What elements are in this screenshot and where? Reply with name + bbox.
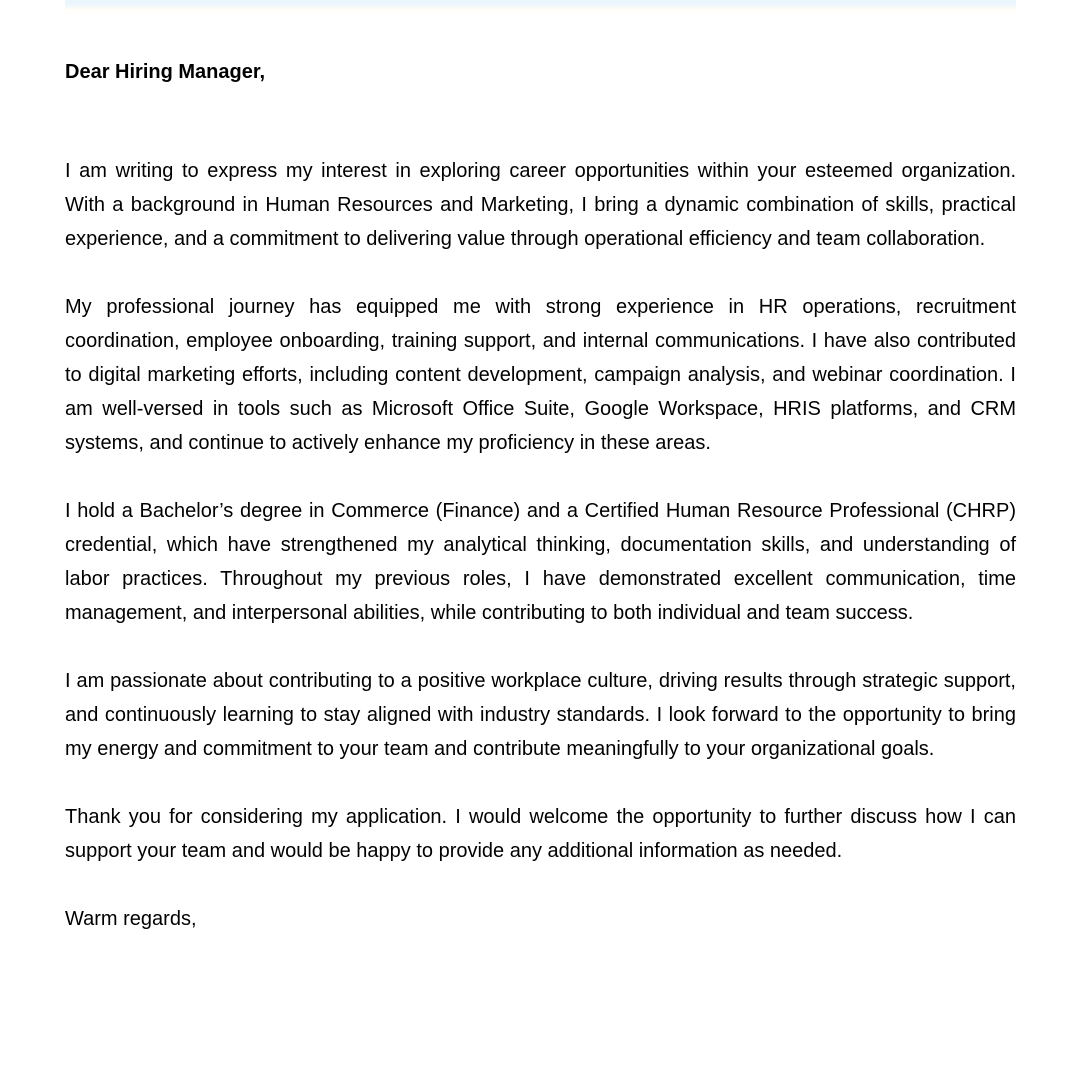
letter-paragraph-intro: I am writing to express my interest in exploring career opportunities within your esteemed organization. With a background in Human Resources and Marketing, I bring a dynamic combination of skills, practical experience, and a commitment to delivering value through operational efficiency and team collaboration. <box>65 160 1016 250</box>
letter-closing: Warm regards, <box>65 908 197 930</box>
letter-body <box>65 0 1016 936</box>
letter-greeting: Dear Hiring Manager, <box>65 61 266 83</box>
letter-paragraph-experience: My professional journey has equipped me with strong experience in HR operations, recruitment coordination, employee onboarding, training support, and internal communications. I have also contributed to digital marketing efforts, including content development, campaign analysis, and webinar coordination. I am well-versed in tools such as Microsoft Office Suite, Google Workspace, HRIS platforms, and CRM systems, and continue to actively enhance my proficiency in these areas. <box>65 296 1016 454</box>
letter-paragraph-motivation: I am passionate about contributing to a positive workplace culture, driving results through strategic support, and continuously learning to stay aligned with industry standards. I look forward to the opportunity to bring my energy and commitment to your team and contribute meaningfully to your organizational goals. <box>65 670 1016 760</box>
letter-paragraph-education: I hold a Bachelor’s degree in Commerce (Finance) and a Certified Human Resource Professional (CHRP) credential, which have strengthened my analytical thinking, documentation skills, and understanding of labor practices. Throughout my previous roles, I have demonstrated excellent communication, time management, and interpersonal abilities, while contributing to both individual and team success. <box>65 500 1016 624</box>
letter-paragraph-thanks: Thank you for considering my application. I would welcome the opportunity to further discuss how I can support your team and would be happy to provide any additional information as needed. <box>65 806 1016 862</box>
